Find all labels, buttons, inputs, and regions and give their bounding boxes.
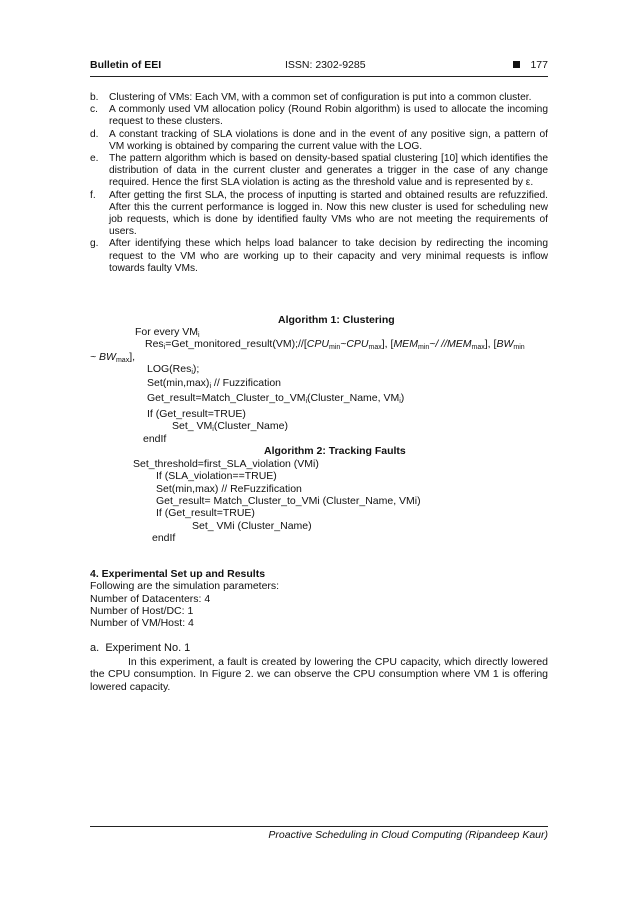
section-heading: 4. Experimental Set up and Results <box>90 568 266 580</box>
alg1-line: ~ $BW_{max}$], <box>90 351 136 364</box>
list-text: A commonly used VM allocation policy (Round Robin algorithm) is used to allocate the incoming request to these clusters. <box>109 104 548 128</box>
experiment-title: Experiment No. 1 <box>105 642 191 654</box>
list-text: After identifying these which helps load balancer to take decision by redirecting the incoming request to the VM who are working up to their capacity and very minimal requests is inflow towards faulty VMs. <box>109 238 548 274</box>
alg2-line: Set_ VMi (Cluster_Name) <box>192 520 312 532</box>
list-text: The pattern algorithm which is based on density-based spatial clustering [10] which identifies the distribution of data in the current cluster and generates a trigger in the case of any change required. Hence the first SLA violation is acting as the threshold value and is represented by ε. <box>109 153 548 189</box>
alg1-line: If (Get_result=TRUE) <box>147 408 246 420</box>
section-line: Following are the simulation parameters: <box>90 580 280 593</box>
list-item <box>90 104 548 128</box>
alg1-line: LOG(Res$_i$); <box>147 363 200 376</box>
list-item <box>90 153 548 190</box>
list-letter: g. <box>90 238 99 250</box>
alg1-line: $Get\_result=Match\_Cluster\_to\_VM_i(Cluster\_Name$, $VM_i$) <box>147 392 405 405</box>
page-number: 177 <box>530 59 548 71</box>
alg1-line: For every $VM_i$ <box>135 326 200 339</box>
section-4 <box>90 568 279 629</box>
experiment-paragraph: In this experiment, a fault is created by lowering the CPU capacity, which directly lowered the CPU consumption. In Figure 2. we can observe the CPU consumption where VM 1 is offering lowered capacity. <box>90 656 548 693</box>
alg2-line: endIf <box>152 532 176 544</box>
alg2-line: Get_result= Match_Cluster_to_VMi (Cluster_Name, VMi) <box>156 495 421 507</box>
journal-name: Bulletin of EEI <box>90 59 162 71</box>
list-item <box>90 190 548 239</box>
list-text: Clustering of VMs: Each VM, with a common set of configuration is put into a common cluster. <box>109 92 532 103</box>
experiment-heading <box>90 642 190 654</box>
list-item <box>90 92 548 104</box>
issn: ISSN: 2302-9285 <box>285 59 366 71</box>
alg2-line: Set_threshold=first_SLA_violation (VMi) <box>133 458 319 470</box>
alg1-line: $Set(\min,\max)_i$ // Fuzzification <box>147 377 282 390</box>
footer-rule <box>90 826 548 827</box>
square-bullet-icon <box>513 61 520 68</box>
list-letter: d. <box>90 128 99 140</box>
page-footer: Proactive Scheduling in Cloud Computing (Ripandeep Kaur) <box>268 829 548 841</box>
alg1-line: $Res_i=Get\_monitored\_result(VM);//[CPU_{min}\sim CPU_{max}]$, [$MEM_{min}\sim/$ $//MEM_{max}$], [$BW_{min}$ <box>145 338 525 351</box>
list-letter: f. <box>90 189 96 201</box>
experiment-letter: a. <box>90 642 100 654</box>
page-header <box>90 59 548 75</box>
page-number-block <box>513 59 548 71</box>
alg2-line: If (Get_result=TRUE) <box>156 507 255 519</box>
lettered-list <box>90 92 548 275</box>
alg1-line: endIf <box>143 433 167 445</box>
algorithm2-title: Algorithm 2: Tracking Faults <box>264 445 406 457</box>
section-line: Number of Host/DC: 1 <box>90 604 194 617</box>
alg2-line: Set(min,max) // ReFuzzification <box>156 483 302 495</box>
alg1-line: Set_ $VM_i(Cluster\_Name)$ <box>172 420 288 433</box>
section-line: Number of Datacenters: 4 <box>90 592 211 605</box>
list-letter: b. <box>90 92 99 103</box>
list-item <box>90 129 548 153</box>
list-letter: e. <box>90 153 99 165</box>
list-letter: c. <box>90 104 98 116</box>
algorithm1-title: Algorithm 1: Clustering <box>278 314 395 326</box>
section-line: Number of VM/Host: 4 <box>90 617 194 630</box>
list-text: After getting the first SLA, the process of inputting is started and obtained results are refuzzified. After this the current performance is logged in. Now this new cluster is used for scheduling new job requests, which is done by identified faulty VMs who are not meeting the requirements of users. <box>109 189 548 238</box>
list-item <box>90 238 548 275</box>
header-rule <box>90 76 548 77</box>
alg2-line: If (SLA_violation==TRUE) <box>156 470 277 482</box>
list-text: A constant tracking of SLA violations is done and in the event of any positive sign, a pattern of VM working is obtained by comparing the current value with the LOG. <box>109 128 548 152</box>
